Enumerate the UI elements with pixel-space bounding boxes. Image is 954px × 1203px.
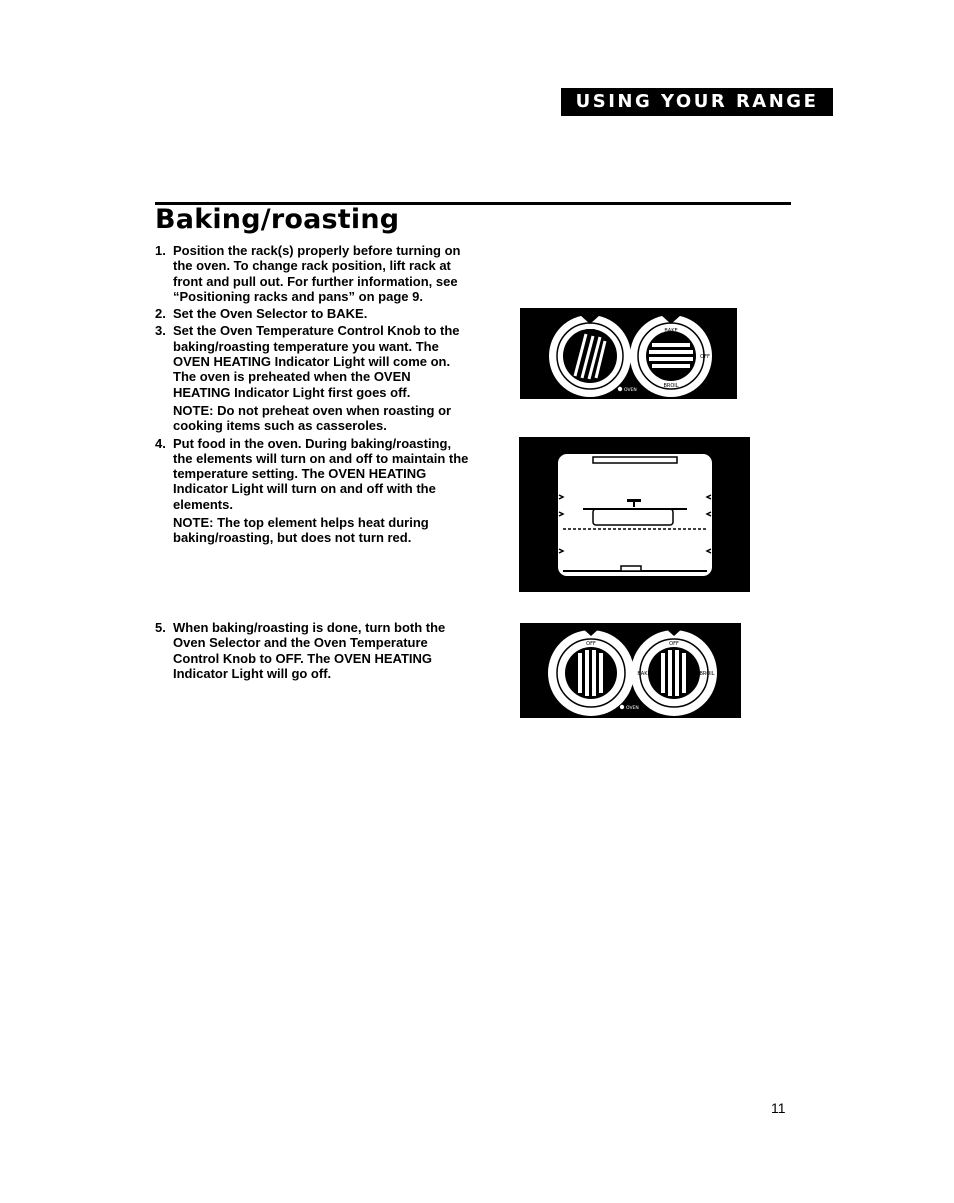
oven-temperature-knob — [548, 627, 634, 716]
step-text: Set the Oven Temperature Control Knob to the baking/roasting temperature you want. The OVEN HEATING Indicator Light will come on. The oven is preheated when the OVEN HEATING Indicator Light first goes off. — [173, 323, 460, 400]
list-item-1 — [155, 243, 470, 304]
step-number: 2. — [155, 306, 166, 322]
oven-selector-knob — [630, 315, 712, 397]
oven-interior-illustration — [519, 437, 750, 592]
instruction-list — [155, 243, 470, 548]
indicator-label: OVEN — [624, 388, 637, 393]
step-text: When baking/roasting is done, turn both the Oven Selector and the Oven Temperature Control Knob to OFF. The OVEN HEATING Indicator Light will go off. — [173, 620, 446, 681]
step-number: 1. — [155, 243, 166, 258]
step-number: 4. — [155, 435, 166, 451]
oven-temperature-knob — [549, 315, 631, 397]
note-text: The top element helps heat during baking/roasting, but does not turn red. — [173, 515, 429, 546]
top-element — [593, 457, 677, 463]
oven-heating-indicator-light — [620, 705, 624, 709]
list-item-4 — [155, 436, 470, 546]
knob-label-off: OFF — [669, 641, 679, 647]
list-item-3 — [155, 323, 470, 433]
step-text: Position the rack(s) properly before turning on the oven. To change rack position, lift rack at front and pull out. For further information, see “Positioning racks and pans” on page 9. — [173, 243, 461, 304]
knob-illustration-off — [520, 623, 741, 718]
note-label: NOTE: — [173, 402, 214, 418]
knob-illustration-bake — [520, 308, 737, 399]
note-label: NOTE: — [173, 515, 214, 531]
step-note — [173, 515, 470, 546]
knob-label-broil: BROIL — [663, 383, 679, 389]
page-number: 11 — [771, 1100, 786, 1116]
step-number: 3. — [155, 323, 166, 339]
step-text: Put food in the oven. During baking/roasting, the elements will turn on and off to maintain the temperature setting. The OVEN HEATING Indicator Light will turn on and off with the elements. — [173, 435, 469, 512]
knob-label-broil: BROIL — [699, 671, 715, 677]
page-title: Baking/roasting — [155, 204, 400, 235]
section-banner: USING YOUR RANGE — [561, 88, 833, 116]
oven-heating-indicator-light — [618, 387, 622, 391]
step-text: Set the Oven Selector to BAKE. — [173, 306, 368, 322]
step-number: 5. — [155, 620, 166, 635]
knob-label-bake: BAKE — [664, 328, 678, 334]
knob-label-off: OFF — [586, 641, 596, 647]
note-text: Do not preheat oven when roasting or cooking items such as casseroles. — [173, 402, 452, 434]
oven-selector-knob — [631, 627, 717, 716]
list-item-2 — [155, 306, 470, 321]
knob-label-bake: BAKE — [637, 671, 651, 677]
list-item-5 — [155, 620, 465, 681]
step-note — [173, 403, 470, 434]
indicator-label: OVEN — [626, 706, 639, 711]
knob-label-off-side: OFF — [700, 354, 710, 360]
knob-label-off: OFF — [585, 329, 595, 335]
